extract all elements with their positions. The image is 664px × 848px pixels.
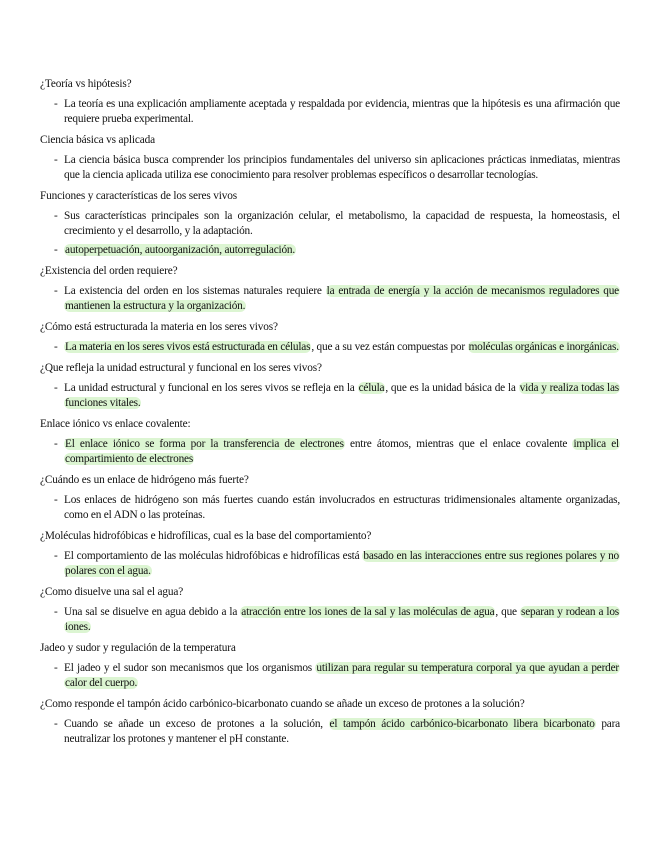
text-segment: para neutralizar los protones y mantener el pH constante. bbox=[64, 718, 620, 745]
bullet-item bbox=[40, 153, 620, 183]
highlighted-text: La materia en los seres vivos está estructurada en células bbox=[65, 341, 311, 353]
section-heading: ¿Como disuelve una sal el agua? bbox=[40, 586, 184, 598]
bullet-list bbox=[40, 549, 620, 579]
text-segment: , que a su vez están compuestas por bbox=[311, 341, 468, 353]
section-heading: Enlace iónico vs enlace covalente: bbox=[40, 418, 191, 430]
bullet-item bbox=[40, 209, 620, 239]
bullet-list bbox=[40, 97, 620, 127]
text-segment: Los enlaces de hidrógeno son más fuertes cuando están involucrados en estructuras tridimensionales altamente organizadas, como en el ADN o las proteínas. bbox=[64, 494, 620, 521]
notes-content bbox=[40, 77, 620, 753]
bullet-list bbox=[40, 437, 620, 467]
highlighted-text: implica el compartimiento de electrones bbox=[65, 438, 619, 465]
section-heading: ¿Cuándo es un enlace de hidrógeno más fuerte? bbox=[40, 474, 249, 486]
bullet-list bbox=[40, 717, 620, 747]
highlighted-text: célula bbox=[358, 382, 385, 394]
bullet-item bbox=[40, 717, 620, 747]
highlighted-text: separan y rodean a los iones. bbox=[65, 606, 619, 633]
highlighted-text: basado en las interacciones entre sus regiones polares y no polares con el agua. bbox=[65, 550, 619, 577]
bullet-list bbox=[40, 209, 620, 258]
text-segment: El jadeo y el sudor son mecanismos que los organismos bbox=[64, 662, 316, 674]
bullet-list bbox=[40, 381, 620, 411]
text-segment: El comportamiento de las moléculas hidrofóbicas e hidrofílicas está bbox=[64, 550, 363, 562]
bullet-item bbox=[40, 97, 620, 127]
section-heading: ¿Teoría vs hipótesis? bbox=[40, 78, 132, 90]
section-heading: Funciones y características de los seres vivos bbox=[40, 190, 238, 202]
text-segment: La ciencia básica busca comprender los principios fundamentales del universo sin aplicaciones prácticas inmediatas, mientras que la ciencia aplicada utiliza ese conocimiento para resolver problemas específicos o desarrollar tecnologías. bbox=[64, 154, 620, 181]
text-segment: La existencia del orden en los sistemas naturales requiere bbox=[64, 285, 326, 297]
bullet-list bbox=[40, 493, 620, 523]
text-segment: entre átomos, mientras que el enlace covalente bbox=[344, 438, 573, 450]
section-heading: ¿Que refleja la unidad estructural y funcional en los seres vivos? bbox=[40, 362, 322, 374]
highlighted-text: vida y realiza todas las funciones vitales. bbox=[65, 382, 620, 409]
highlighted-text: el tampón ácido carbónico-bicarbonato libera bicarbonato bbox=[329, 718, 595, 730]
bullet-item bbox=[40, 493, 620, 523]
text-segment: Sus características principales son la organización celular, el metabolismo, la capacidad de respuesta, la homeostasis, el crecimiento y el desarrollo, y la adaptación. bbox=[64, 210, 620, 237]
bullet-item bbox=[40, 549, 620, 579]
highlighted-text: atracción entre los iones de la sal y las moléculas de agua bbox=[241, 606, 495, 618]
section-heading: Jadeo y sudor y regulación de la temperatura bbox=[40, 642, 236, 654]
text-segment: Una sal se disuelve en agua debido a la bbox=[64, 606, 241, 618]
bullet-item bbox=[40, 284, 620, 314]
text-segment: La teoría es una explicación ampliamente aceptada y respaldada por evidencia, mientras que la hipótesis es una afirmación que requiere prueba experimental. bbox=[64, 98, 620, 125]
section-heading: ¿Cómo está estructurada la materia en los seres vivos? bbox=[40, 321, 278, 333]
section-heading: ¿Moléculas hidrofóbicas e hidrofílicas, cual es la base del comportamiento? bbox=[40, 530, 372, 542]
highlighted-text: autoperpetuación, autoorganización, autorregulación. bbox=[65, 244, 295, 256]
bullet-item bbox=[40, 605, 620, 635]
text-segment: , que bbox=[495, 606, 520, 618]
text-segment: , que es la unidad básica de la bbox=[385, 382, 519, 394]
bullet-list bbox=[40, 661, 620, 691]
highlighted-text: utilizan para regular su temperatura corporal ya que ayudan a perder calor del cuerpo. bbox=[65, 662, 619, 689]
highlighted-text: la entrada de energía y la acción de mecanismos reguladores que mantienen la estructura y la organización. bbox=[65, 285, 619, 312]
bullet-item bbox=[40, 381, 620, 411]
bullet-list bbox=[40, 605, 620, 635]
section-heading: ¿Existencia del orden requiere? bbox=[40, 265, 178, 277]
highlighted-text: El enlace iónico se forma por la transferencia de electrones bbox=[65, 438, 344, 450]
text-segment: Cuando se añade un exceso de protones a la solución, bbox=[64, 718, 329, 730]
bullet-item bbox=[40, 661, 620, 691]
section-heading: Ciencia básica vs aplicada bbox=[40, 134, 155, 146]
bullet-item bbox=[40, 437, 620, 467]
highlighted-text: moléculas orgánicas e inorgánicas. bbox=[468, 341, 619, 353]
bullet-list bbox=[40, 340, 620, 355]
bullet-item bbox=[40, 243, 620, 258]
section-heading: ¿Como responde el tampón ácido carbónico-bicarbonato cuando se añade un exceso de protones a la solución? bbox=[40, 698, 525, 710]
bullet-list bbox=[40, 153, 620, 183]
bullet-item bbox=[40, 340, 620, 355]
text-segment: La unidad estructural y funcional en los seres vivos se refleja en la bbox=[64, 382, 358, 394]
bullet-list bbox=[40, 284, 620, 314]
